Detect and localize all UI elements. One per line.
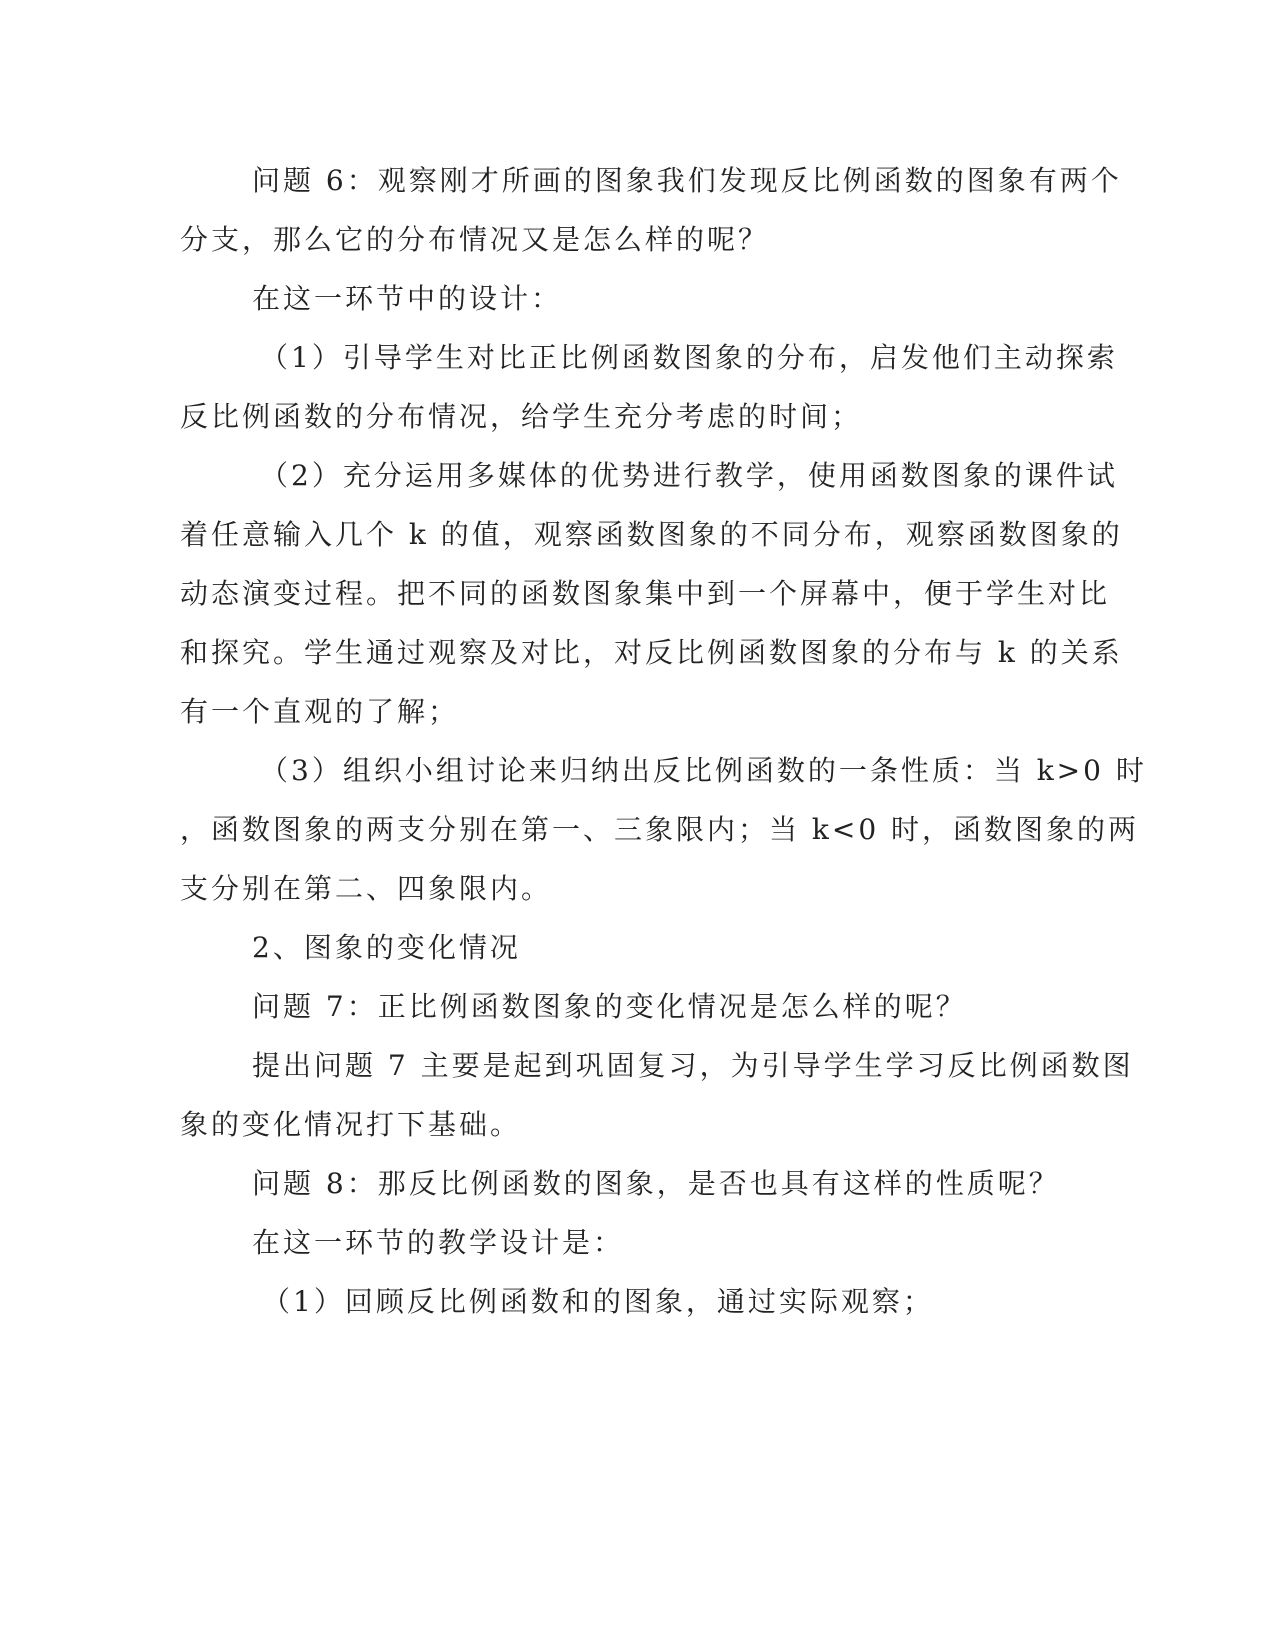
paragraph-line: 问题 6：观察刚才所画的图象我们发现反比例函数的图象有两个 bbox=[252, 164, 1122, 197]
paragraph-line: 反比例函数的分布情况，给学生充分考虑的时间； bbox=[180, 400, 863, 433]
paragraph-line: 支分别在第二、四象限内。 bbox=[180, 872, 553, 905]
paragraph-line: 在这一环节的教学设计是： bbox=[252, 1226, 625, 1259]
paragraph-line: ，函数图象的两支分别在第一、三象限内；当 k<0 时，函数图象的两 bbox=[180, 813, 1140, 846]
section-heading: 2、图象的变化情况 bbox=[252, 931, 521, 964]
paragraph-line: 和探究。学生通过观察及对比，对反比例函数图象的分布与 k 的关系 bbox=[180, 636, 1123, 669]
paragraph-line: 问题 7：正比例函数图象的变化情况是怎么样的呢？ bbox=[252, 990, 967, 1023]
paragraph-line: 分支，那么它的分布情况又是怎么样的呢？ bbox=[180, 223, 770, 256]
paragraph-line: 象的变化情况打下基础。 bbox=[180, 1108, 522, 1141]
paragraph-line: 提出问题 7 主要是起到巩固复习，为引导学生学习反比例函数图 bbox=[252, 1049, 1134, 1082]
paragraph-line: 在这一环节中的设计： bbox=[252, 282, 563, 315]
paragraph-line: 着任意输入几个 k 的值，观察函数图象的不同分布，观察函数图象的 bbox=[180, 518, 1123, 551]
paragraph-line: （1）引导学生对比正比例函数图象的分布，启发他们主动探索 bbox=[260, 341, 1118, 374]
paragraph-line: 有一个直观的了解； bbox=[180, 695, 460, 728]
paragraph-line: （3）组织小组讨论来归纳出反比例函数的一条性质：当 k>0 时 bbox=[260, 754, 1147, 787]
paragraph-line: 动态演变过程。把不同的函数图象集中到一个屏幕中，便于学生对比 bbox=[180, 577, 1111, 610]
paragraph-line: （2）充分运用多媒体的优势进行教学，使用函数图象的课件试 bbox=[260, 459, 1118, 492]
paragraph-line: （1）回顾反比例函数和的图象，通过实际观察； bbox=[262, 1285, 934, 1318]
paragraph-line: 问题 8：那反比例函数的图象，是否也具有这样的性质呢？ bbox=[252, 1167, 1060, 1200]
